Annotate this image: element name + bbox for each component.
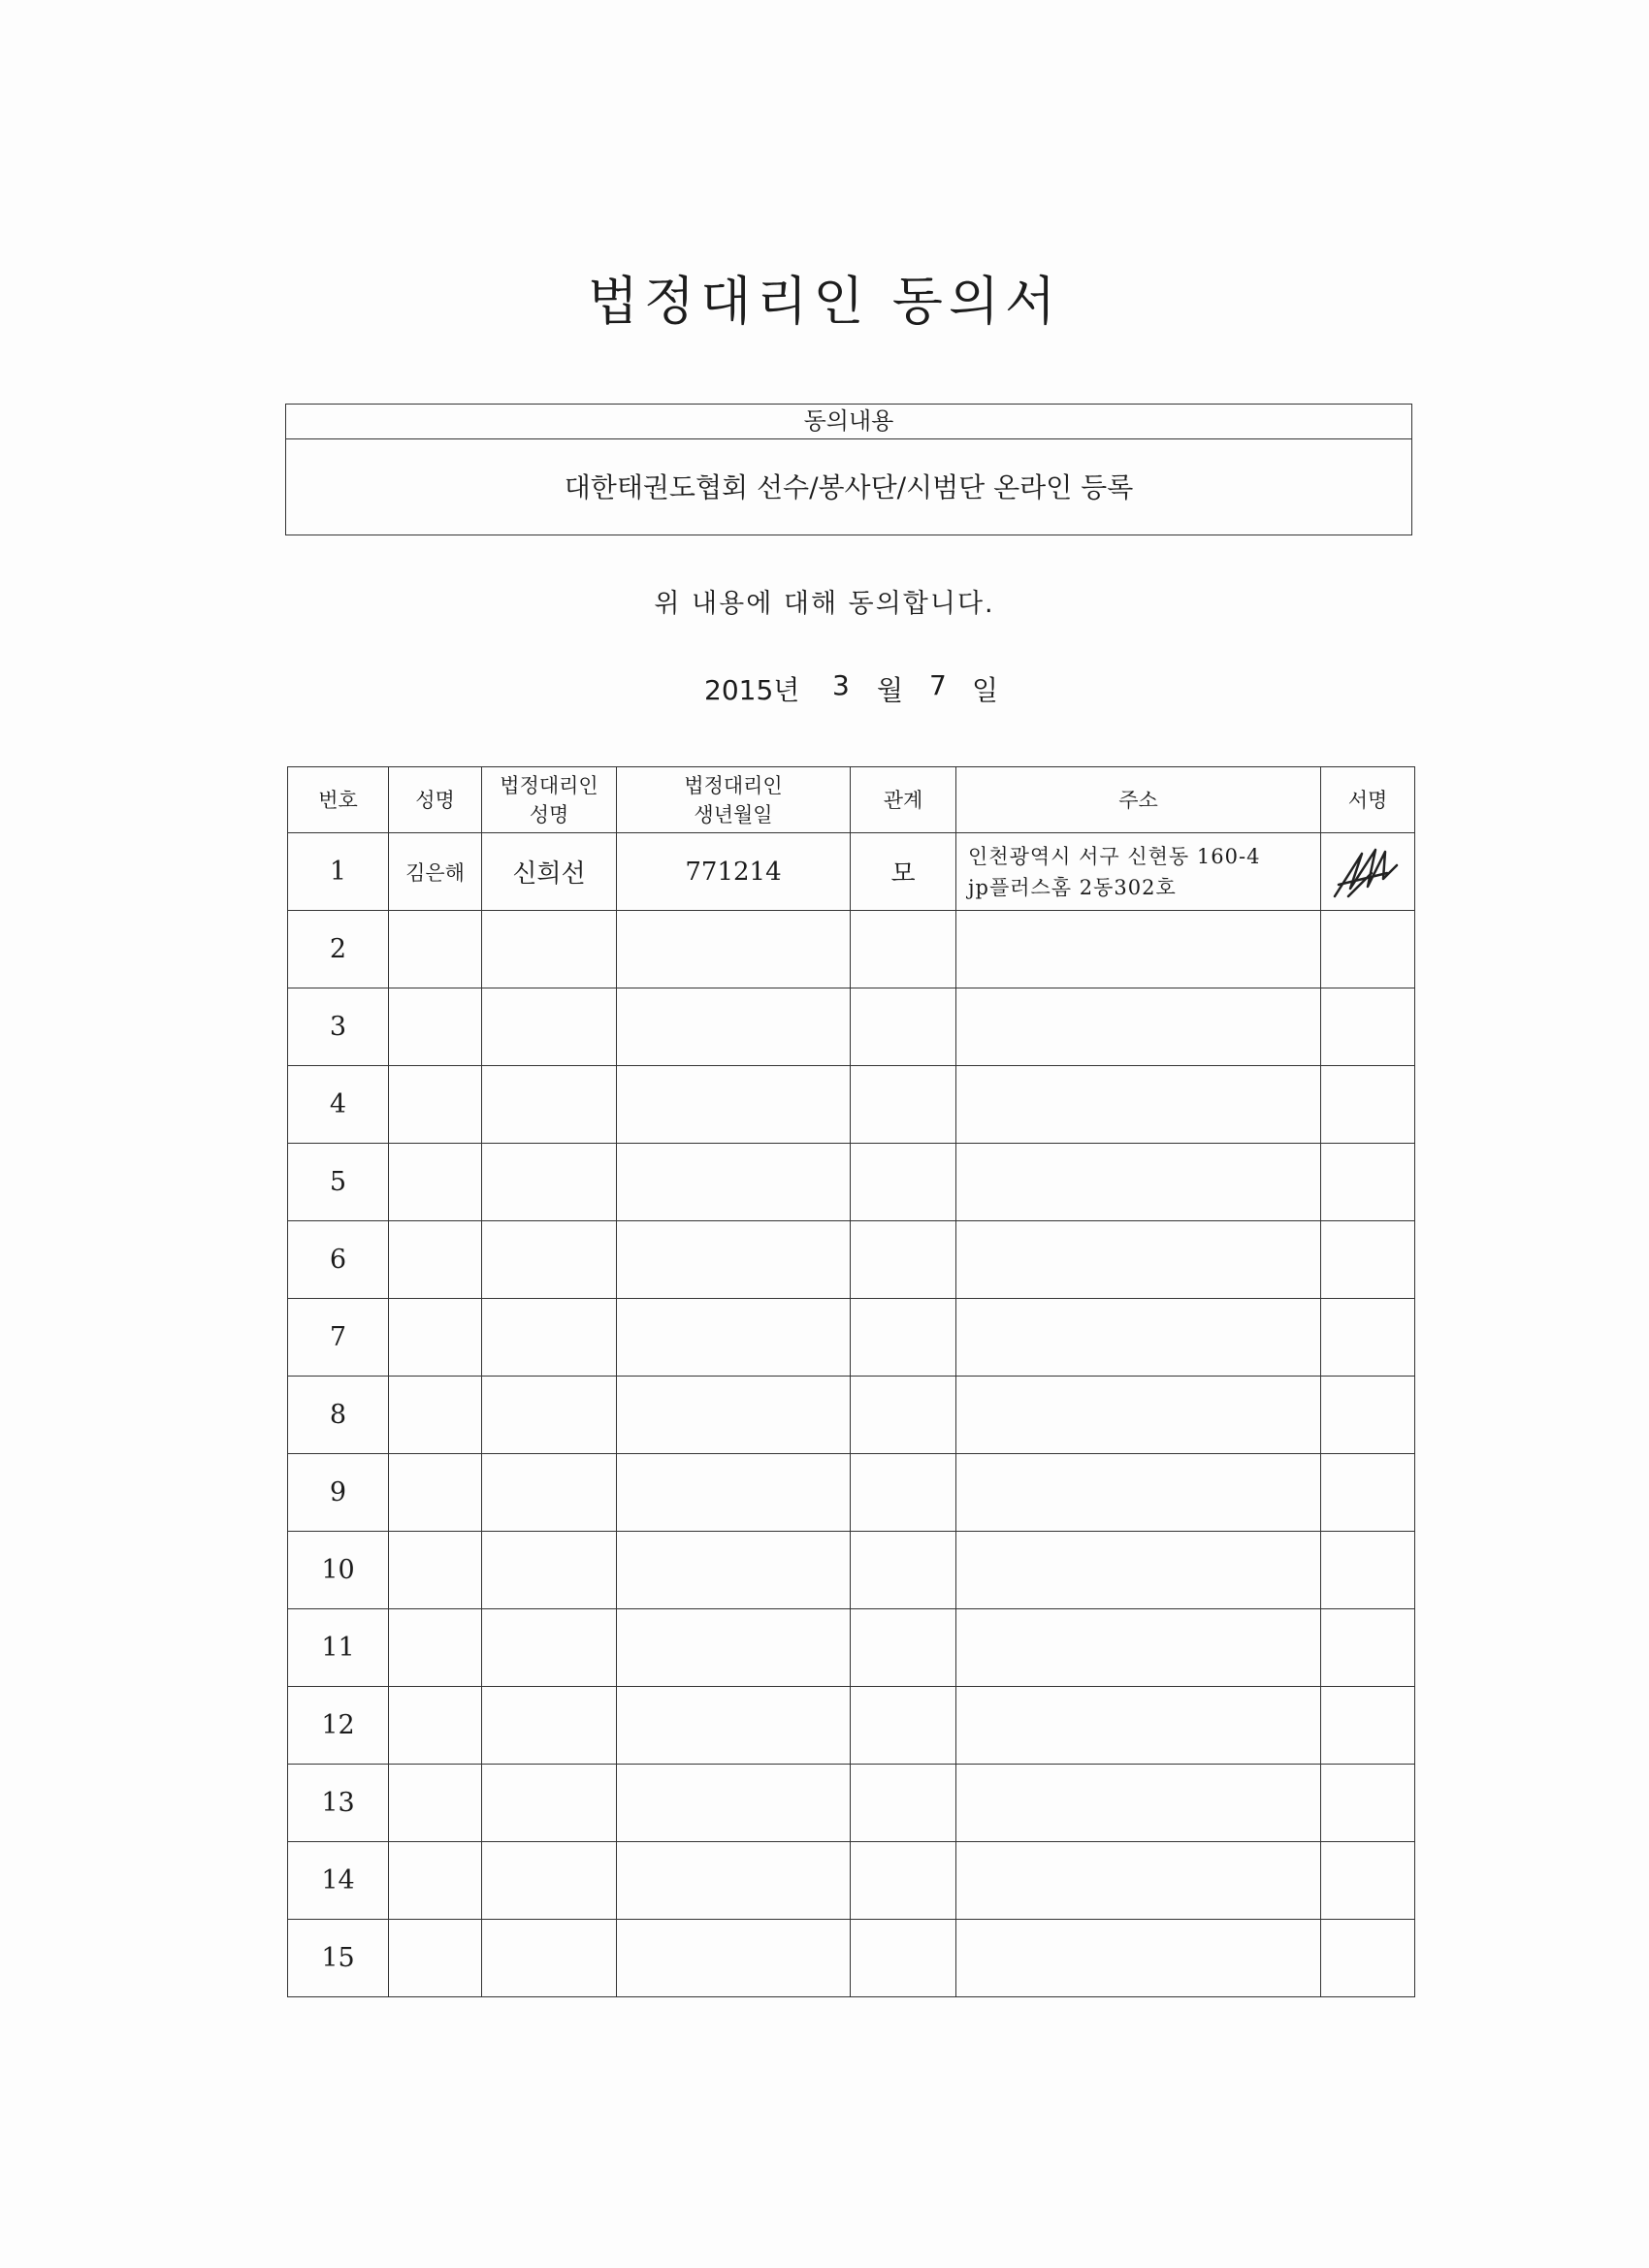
row-number: 5 xyxy=(288,1144,389,1221)
row-cell xyxy=(482,1299,617,1377)
row-cell xyxy=(956,1765,1321,1842)
table-row xyxy=(288,1454,1415,1532)
row-number: 11 xyxy=(288,1609,389,1687)
row-cell xyxy=(956,1532,1321,1609)
row-cell xyxy=(482,1842,617,1920)
table-row xyxy=(288,1687,1415,1765)
row-cell xyxy=(851,1765,956,1842)
row-cell xyxy=(1321,1221,1415,1299)
row-cell xyxy=(1321,1454,1415,1532)
row-cell xyxy=(482,1609,617,1687)
date-month-unit: 월 xyxy=(877,674,904,706)
row-cell xyxy=(617,1454,851,1532)
row-cell xyxy=(389,1920,482,1997)
row-relation: 모 xyxy=(851,833,956,911)
row-address-line2: jp플러스홈 2동302호 xyxy=(968,875,1177,899)
row-number: 2 xyxy=(288,911,389,988)
table-row xyxy=(288,1299,1415,1377)
header-address: 주소 xyxy=(956,767,1321,833)
row-cell xyxy=(617,988,851,1066)
row-cell xyxy=(617,1377,851,1454)
row-cell xyxy=(482,911,617,988)
row-cell xyxy=(1321,1687,1415,1765)
row-cell xyxy=(482,1920,617,1997)
table-row xyxy=(288,1765,1415,1842)
header-guardian-name xyxy=(482,767,617,833)
row-cell xyxy=(956,1842,1321,1920)
date-day: 7 xyxy=(929,669,947,701)
row-cell xyxy=(851,1532,956,1609)
row-cell xyxy=(1321,911,1415,988)
row-cell xyxy=(956,1299,1321,1377)
date-year: 2015년 xyxy=(704,674,800,706)
row-number: 9 xyxy=(288,1454,389,1532)
header-number: 번호 xyxy=(288,767,389,833)
row-cell xyxy=(389,1221,482,1299)
row-cell xyxy=(389,1842,482,1920)
row-address xyxy=(956,833,1321,911)
row-cell xyxy=(956,1687,1321,1765)
date-day-unit: 일 xyxy=(972,674,999,706)
row-number: 14 xyxy=(288,1842,389,1920)
row-cell xyxy=(617,1299,851,1377)
row-cell xyxy=(956,1454,1321,1532)
table-row xyxy=(288,1842,1415,1920)
table-row xyxy=(288,1066,1415,1144)
row-cell xyxy=(1321,988,1415,1066)
header-guardian-name-line1: 법정대리인 xyxy=(500,773,598,797)
page-title: 법정대리인 동의서 xyxy=(587,271,1062,332)
row-cell xyxy=(617,1144,851,1221)
row-number: 8 xyxy=(288,1377,389,1454)
table-row xyxy=(288,833,1415,911)
row-number: 1 xyxy=(288,833,389,911)
row-cell xyxy=(1321,1299,1415,1377)
row-number: 7 xyxy=(288,1299,389,1377)
row-cell xyxy=(851,1066,956,1144)
row-cell xyxy=(956,1609,1321,1687)
row-cell xyxy=(482,1687,617,1765)
header-guardian-birth xyxy=(617,767,851,833)
row-number: 6 xyxy=(288,1221,389,1299)
date-month: 3 xyxy=(832,669,850,701)
row-cell xyxy=(482,1532,617,1609)
handwritten-signature xyxy=(1329,840,1406,904)
table-row xyxy=(288,1609,1415,1687)
row-cell xyxy=(851,911,956,988)
row-cell xyxy=(851,988,956,1066)
row-cell xyxy=(851,1842,956,1920)
row-name: 김은해 xyxy=(389,833,482,911)
row-cell xyxy=(1321,1765,1415,1842)
row-cell xyxy=(389,911,482,988)
row-signature xyxy=(1321,833,1415,911)
row-cell xyxy=(389,1609,482,1687)
row-cell xyxy=(1321,1920,1415,1997)
row-number: 15 xyxy=(288,1920,389,1997)
row-cell xyxy=(617,911,851,988)
row-number: 3 xyxy=(288,988,389,1066)
row-cell xyxy=(851,1454,956,1532)
row-address-line1: 인천광역시 서구 신현동 160-4 xyxy=(968,844,1261,868)
row-cell xyxy=(851,1920,956,1997)
agreement-statement: 위 내용에 대해 동의합니다. xyxy=(654,589,995,619)
row-cell xyxy=(617,1609,851,1687)
row-cell xyxy=(617,1532,851,1609)
header-relation: 관계 xyxy=(851,767,956,833)
row-cell xyxy=(482,1144,617,1221)
row-number: 13 xyxy=(288,1765,389,1842)
row-cell xyxy=(389,988,482,1066)
table-row xyxy=(288,1532,1415,1609)
header-name: 성명 xyxy=(389,767,482,833)
row-cell xyxy=(956,1920,1321,1997)
row-cell xyxy=(956,911,1321,988)
row-cell xyxy=(482,1454,617,1532)
row-cell xyxy=(851,1609,956,1687)
row-cell xyxy=(851,1144,956,1221)
row-cell xyxy=(1321,1842,1415,1920)
row-cell xyxy=(617,1842,851,1920)
row-cell xyxy=(617,1920,851,1997)
row-cell xyxy=(389,1377,482,1454)
row-cell xyxy=(389,1299,482,1377)
table-header-row xyxy=(288,767,1415,833)
row-cell xyxy=(617,1221,851,1299)
row-cell xyxy=(1321,1377,1415,1454)
row-cell xyxy=(389,1144,482,1221)
header-guardian-birth-line2: 생년월일 xyxy=(694,802,773,826)
row-cell xyxy=(617,1765,851,1842)
row-cell xyxy=(851,1377,956,1454)
table-row xyxy=(288,911,1415,988)
row-cell xyxy=(956,1221,1321,1299)
row-cell xyxy=(851,1299,956,1377)
row-cell xyxy=(617,1066,851,1144)
row-cell xyxy=(482,988,617,1066)
row-cell xyxy=(956,1377,1321,1454)
table-row xyxy=(288,1221,1415,1299)
consent-header: 동의내용 xyxy=(286,405,1411,439)
row-cell xyxy=(389,1532,482,1609)
row-cell xyxy=(1321,1066,1415,1144)
guardian-table xyxy=(287,766,1415,1997)
row-cell xyxy=(482,1765,617,1842)
row-cell xyxy=(389,1687,482,1765)
consent-body: 대한태권도협회 선수/봉사단/시범단 온라인 등록 xyxy=(564,471,1134,503)
table-row xyxy=(288,988,1415,1066)
row-cell xyxy=(1321,1532,1415,1609)
row-cell xyxy=(389,1454,482,1532)
row-cell xyxy=(1321,1144,1415,1221)
consent-box xyxy=(285,404,1412,535)
row-cell xyxy=(482,1377,617,1454)
row-guardian-name: 신희선 xyxy=(482,833,617,911)
row-cell xyxy=(482,1221,617,1299)
row-cell xyxy=(956,1066,1321,1144)
table-row xyxy=(288,1377,1415,1454)
row-cell xyxy=(956,1144,1321,1221)
row-cell xyxy=(956,988,1321,1066)
header-guardian-birth-line1: 법정대리인 xyxy=(684,773,783,797)
row-cell xyxy=(389,1066,482,1144)
row-guardian-birth: 771214 xyxy=(617,833,851,911)
row-number: 10 xyxy=(288,1532,389,1609)
header-signature: 서명 xyxy=(1321,767,1415,833)
row-cell xyxy=(482,1066,617,1144)
row-cell xyxy=(389,1765,482,1842)
row-cell xyxy=(851,1687,956,1765)
table-row xyxy=(288,1144,1415,1221)
row-cell xyxy=(617,1687,851,1765)
row-number: 4 xyxy=(288,1066,389,1144)
table-row xyxy=(288,1920,1415,1997)
row-number: 12 xyxy=(288,1687,389,1765)
header-guardian-name-line2: 성명 xyxy=(529,802,569,826)
row-cell xyxy=(1321,1609,1415,1687)
row-cell xyxy=(851,1221,956,1299)
